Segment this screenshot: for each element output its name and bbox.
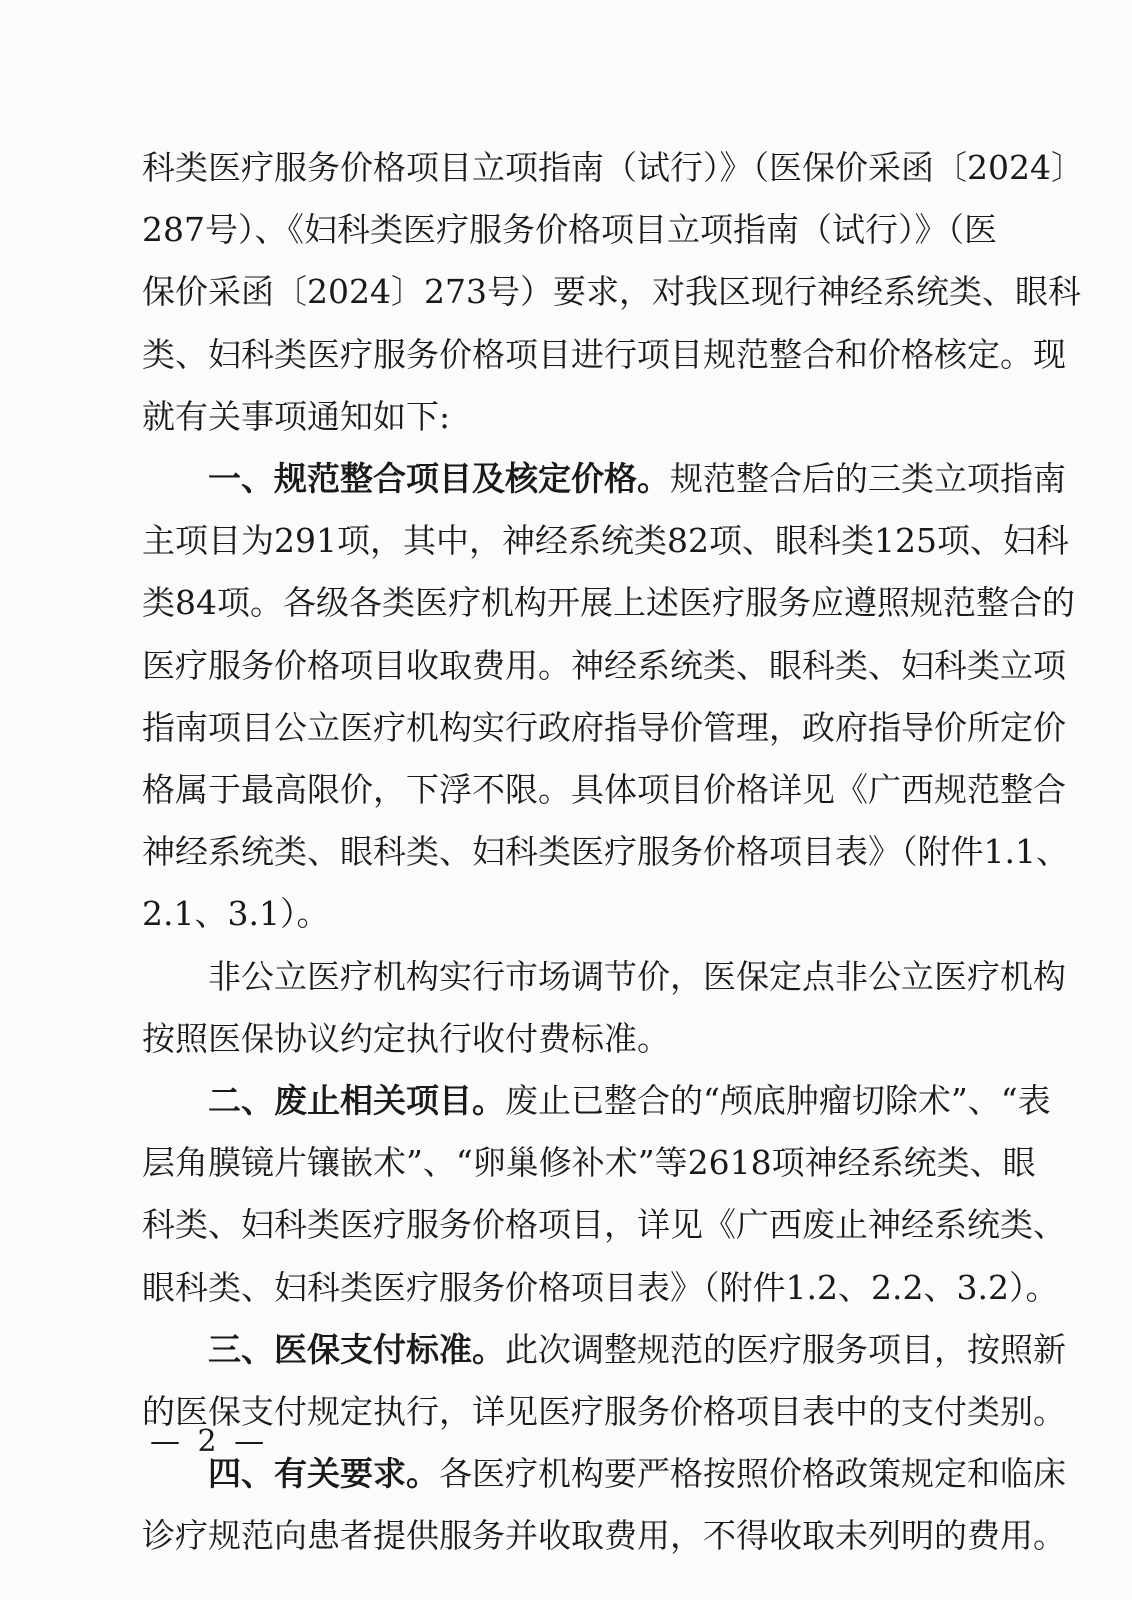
text-line xyxy=(208,1320,1066,1380)
section-heading: 四、有关要求。 xyxy=(208,1454,439,1494)
text-segment: 医疗服务价格项目收取费用。神经系统类、眼科类、妇科类立项 xyxy=(142,645,1066,685)
text-line xyxy=(142,511,1069,571)
text-segment: 眼科类、妇科类医疗服务价格项目表》（附件1.2、2.2、3.2）。 xyxy=(142,1267,1059,1307)
text-segment: 科类、妇科类医疗服务价格项目，详见《广西废止神经系统类、 xyxy=(142,1205,1066,1245)
text-segment: 废止已整合的“颅底肿瘤切除术”、“表 xyxy=(505,1081,1051,1120)
text-line xyxy=(142,1506,1066,1566)
text-line xyxy=(142,325,1066,385)
text-segment: 就有关事项通知如下: xyxy=(142,396,451,436)
text-line xyxy=(142,1133,1036,1193)
text-line xyxy=(142,884,982,944)
text-line xyxy=(142,822,1069,882)
page-number: — 2 — xyxy=(150,1424,269,1459)
text-line xyxy=(208,1071,1051,1131)
text-segment: 2.1、3.1）。 xyxy=(142,894,330,934)
text-segment: 科类医疗服务价格项目立项指南（试行）》（医保价采函〔2024〕 xyxy=(142,148,1084,187)
text-segment: 287号）、《妇科类医疗服务价格项目立项指南（试行）》（医 xyxy=(142,210,997,250)
text-segment: 的医保支付规定执行，详见医疗服务价格项目表中的支付类别。 xyxy=(142,1392,1066,1431)
text-line xyxy=(142,138,1084,198)
text-segment: 类、妇科类医疗服务价格项目进行项目规范整合和价格核定。现 xyxy=(142,334,1066,374)
text-line xyxy=(208,1444,1066,1504)
text-line xyxy=(142,262,1081,322)
text-line xyxy=(142,760,1066,820)
text-line xyxy=(142,387,982,447)
text-segment: 非公立医疗机构实行市场调节价，医保定点非公立医疗机构 xyxy=(208,956,1066,996)
text-segment: 各医疗机构要严格按照价格政策规定和临床 xyxy=(439,1454,1066,1494)
text-segment: 主项目为291项，其中，神经系统类82项、眼科类125项、妇科 xyxy=(142,521,1069,561)
text-segment: 类84项。各级各类医疗机构开展上述医疗服务应遵照规范整合的 xyxy=(142,583,1075,623)
text-segment: 诊疗规范向患者提供服务并收取费用，不得收取未列明的费用。 xyxy=(142,1516,1066,1556)
text-segment: 保价采函〔2024〕273号）要求，对我区现行神经系统类、眼科 xyxy=(142,272,1081,312)
text-line xyxy=(208,449,1066,509)
text-segment: 此次调整规范的医疗服务项目，按照新 xyxy=(505,1329,1066,1369)
text-segment: 按照医保协议约定执行收付费标准。 xyxy=(142,1018,670,1058)
section-heading: 三、医保支付标准。 xyxy=(208,1329,505,1369)
section-heading: 二、废止相关项目。 xyxy=(208,1081,505,1120)
text-segment: 规范整合后的三类立项指南 xyxy=(670,459,1066,498)
text-line xyxy=(142,1258,1059,1318)
text-line xyxy=(142,573,1075,633)
text-line xyxy=(142,200,997,260)
text-segment: 神经系统类、眼科类、妇科类医疗服务价格项目表》（附件1.1、 xyxy=(142,832,1069,872)
text-segment: 格属于最高限价，下浮不限。具体项目价格详见《广西规范整合 xyxy=(142,770,1066,809)
text-line xyxy=(208,947,1066,1007)
text-line xyxy=(142,698,1066,758)
text-line xyxy=(142,636,1066,696)
text-line xyxy=(142,1009,982,1069)
text-line xyxy=(142,1195,1066,1255)
text-segment: 层角膜镜片镶嵌术”、“卵巢修补术”等2618项神经系统类、眼 xyxy=(142,1143,1036,1183)
section-heading: 一、规范整合项目及核定价格。 xyxy=(208,459,670,498)
text-segment: 指南项目公立医疗机构实行政府指导价管理，政府指导价所定价 xyxy=(142,707,1066,747)
